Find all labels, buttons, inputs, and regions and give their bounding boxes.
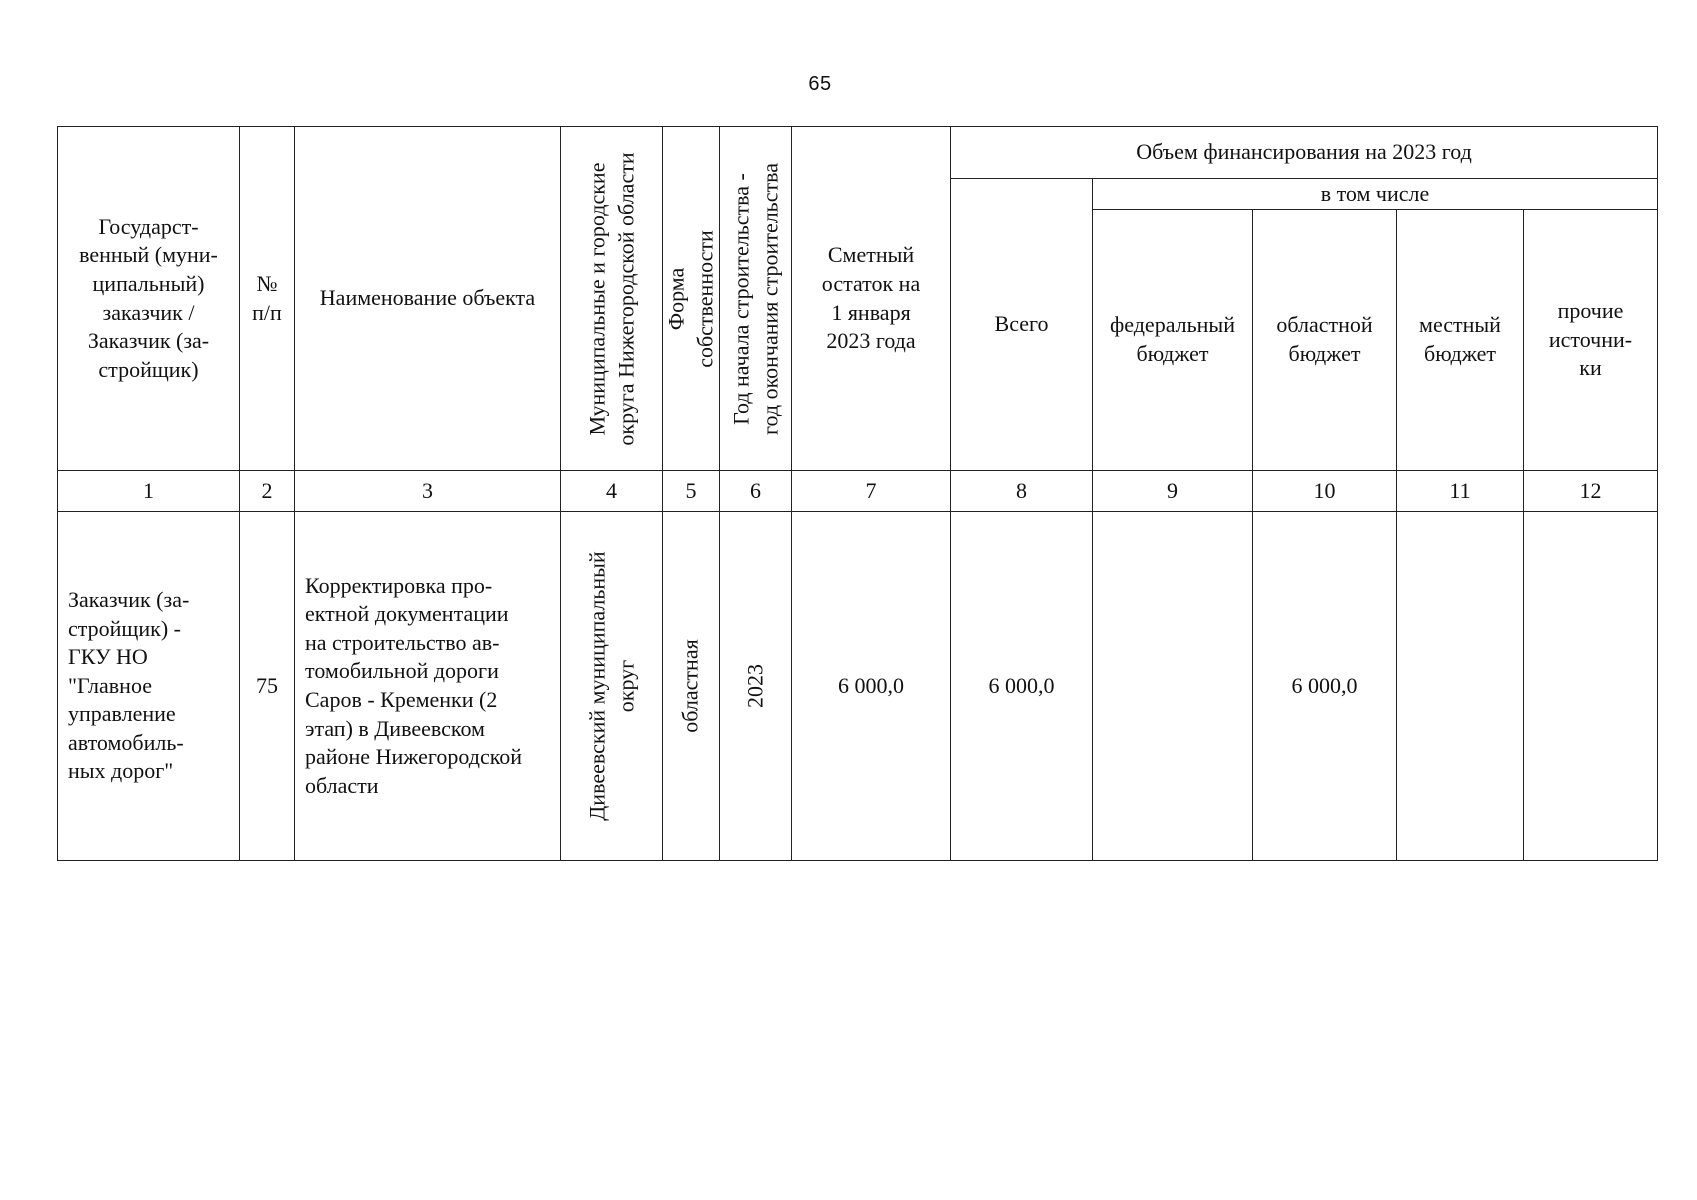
column-number-row <box>58 471 1658 512</box>
column-number: 7 <box>792 471 951 512</box>
header-balance: Сметный остаток на 1 января 2023 года <box>792 127 951 471</box>
column-number: 10 <box>1253 471 1397 512</box>
header-regional: областной бюджет <box>1253 210 1397 471</box>
row-regional: 6 000,0 <box>1253 512 1397 861</box>
column-number: 2 <box>240 471 295 512</box>
column-number: 3 <box>295 471 561 512</box>
row-customer: Заказчик (за- стройщик) - ГКУ НО "Главное управление автомобиль- ных дорог" <box>58 512 240 861</box>
page-number: 65 <box>808 73 832 95</box>
row-municipality: Дивеевский муниципальный округ <box>561 512 663 861</box>
column-number: 11 <box>1397 471 1524 512</box>
table-row <box>58 512 1658 861</box>
header-other: прочие источни- ки <box>1524 210 1658 471</box>
header-funding-group: Объем финансирования на 2023 год <box>951 127 1658 179</box>
header-number: № п/п <box>240 127 295 471</box>
row-number: 75 <box>240 512 295 861</box>
header-years: Год начала строительства - год окончания строительства <box>720 127 792 471</box>
column-number: 12 <box>1524 471 1658 512</box>
column-number: 4 <box>561 471 663 512</box>
header-municipality: Муниципальные и городские округа Нижегородской области <box>561 127 663 471</box>
header-including: в том числе <box>1093 179 1658 210</box>
header-object-name: Наименование объекта <box>295 127 561 471</box>
row-years: 2023 <box>720 512 792 861</box>
column-number: 6 <box>720 471 792 512</box>
row-ownership: областная <box>663 512 720 861</box>
header-federal: федеральный бюджет <box>1093 210 1253 471</box>
header-local: местный бюджет <box>1397 210 1524 471</box>
header-customer: Государст- венный (муни- ципальный) заказчик / Заказчик (за- стройщик) <box>58 127 240 471</box>
column-number: 5 <box>663 471 720 512</box>
row-total: 6 000,0 <box>951 512 1093 861</box>
column-number: 9 <box>1093 471 1253 512</box>
row-other <box>1524 512 1658 861</box>
header-total: Всего <box>951 179 1093 471</box>
row-federal <box>1093 512 1253 861</box>
header-row-1 <box>58 127 1658 179</box>
row-local <box>1397 512 1524 861</box>
row-object-name: Корректировка про- ектной документации на строительство ав- томобильной дороги Саров - Кременки (2 этап) в Дивеевском районе Нижегородской области <box>295 512 561 861</box>
column-number: 1 <box>58 471 240 512</box>
header-ownership: Форма собственности <box>663 127 720 471</box>
row-balance: 6 000,0 <box>792 512 951 861</box>
column-number: 8 <box>951 471 1093 512</box>
financing-table <box>57 126 1658 861</box>
